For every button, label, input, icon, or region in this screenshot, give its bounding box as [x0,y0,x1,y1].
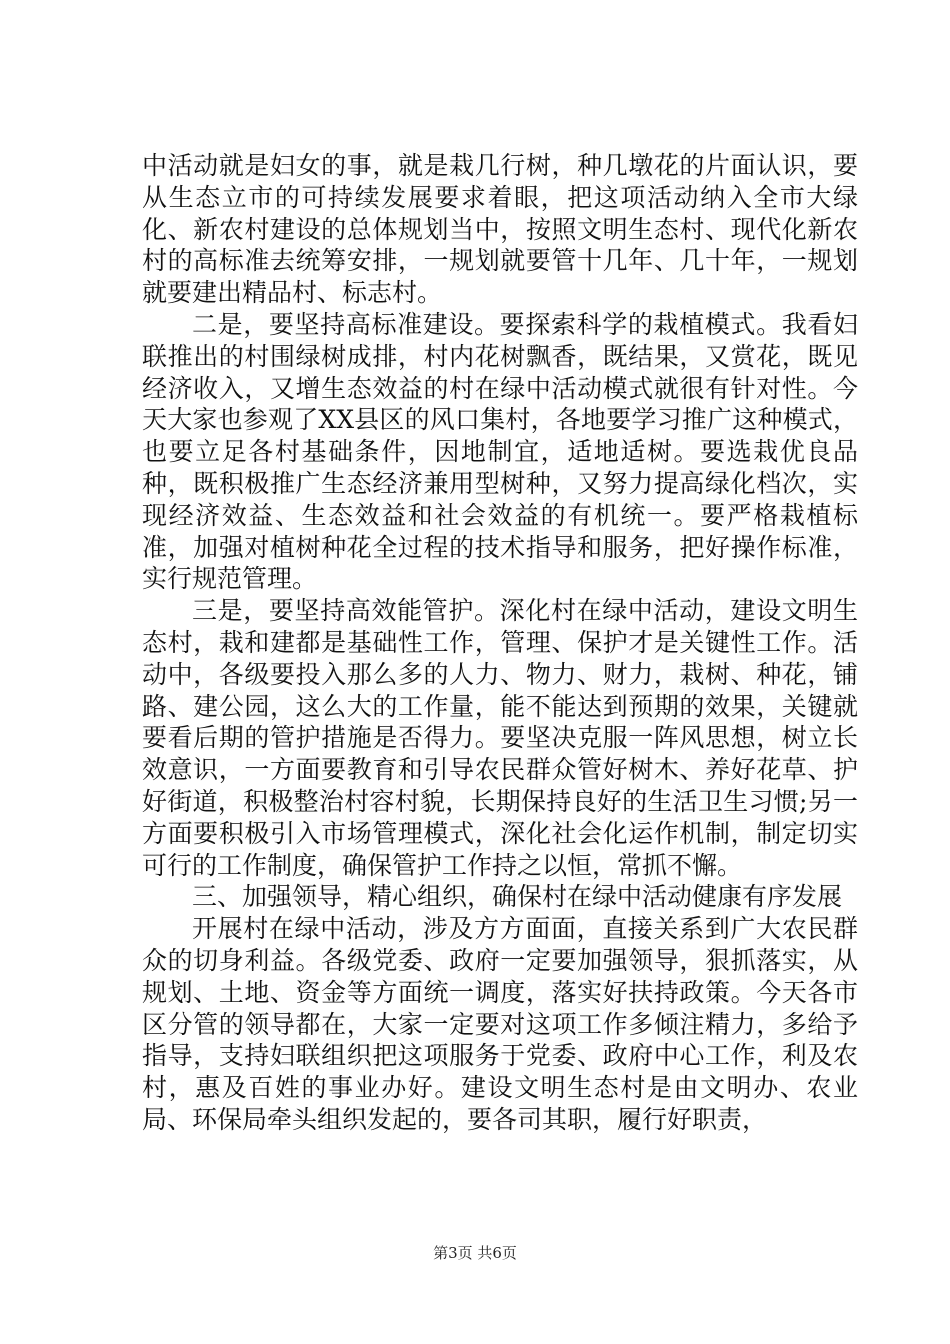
document-body [142,150,858,1136]
paragraph-high-efficiency-maintenance: 三是，要坚持高效能管护。深化村在绿中活动，建设文明生态村，栽和建都是基础性工作，管理、保护才是关键性工作。活动中，各级要投入那么多的人力、物力、财力，栽树、种花，铺路、建公园，这么大的工作量，能不能达到预期的效果，关键就要看后期的管护措施是否得力。要坚决克服一阵风思想，树立长效意识，一方面要教育和引导农民群众管好树木、养好花草、护好街道，积极整治村容村貌，长期保持良好的生活卫生习惯;另一方面要积极引入市场管理模式，深化社会化运作机制，制定切实可行的工作制度，确保管护工作持之以恒，常抓不懈。 [142,596,858,880]
paragraph-leadership: 开展村在绿中活动，涉及方方面面，直接关系到广大农民群众的切身利益。各级党委、政府一定要加强领导，狠抓落实，从规划、土地、资金等方面统一调度，落实好扶持政策。今天各市区分管的领导都在，大家一定要对这项工作多倾注精力，多给予指导，支持妇联组织把这项服务于党委、政府中心工作，利及农村，惠及百姓的事业办好。建设文明生态村是由文明办、农业局、环保局牵头组织发起的，要各司其职，履行好职责， [142,914,858,1134]
paragraph-continuation: 中活动就是妇女的事，就是栽几行树，种几墩花的片面认识，要从生态立市的可持续发展要求着眼，把这项活动纳入全市大绿化、新农村建设的总体规划当中，按照文明生态村、现代化新农村的高标准去统筹安排，一规划就要管十几年、几十年，一规划就要建出精品村、标志村。 [142,151,858,308]
paragraph-high-standard-construction: 二是，要坚持高标准建设。要探索科学的栽植模式。我看妇联推出的村围绿树成排，村内花树飘香，既结果，又赏花，既见经济收入，又增生态效益的村在绿中活动模式就很有针对性。今天大家也参观了XX县区的风口集村，各地要学习推广这种模式，也要立足各村基础条件，因地制宜，适地适树。要选栽优良品种，既积极推广生态经济兼用型树种，又努力提高绿化档次，实现经济效益、生态效益和社会效益的有机统一。要严格栽植标准，加强对植树种花全过程的技术指导和服务，把好操作标准，实行规范管理。 [142,309,858,594]
page-number-footer: 第3页 共6页 [433,1244,517,1262]
section-heading-leadership: 三、加强领导，精心组织，确保村在绿中活动健康有序发展 [192,882,843,912]
